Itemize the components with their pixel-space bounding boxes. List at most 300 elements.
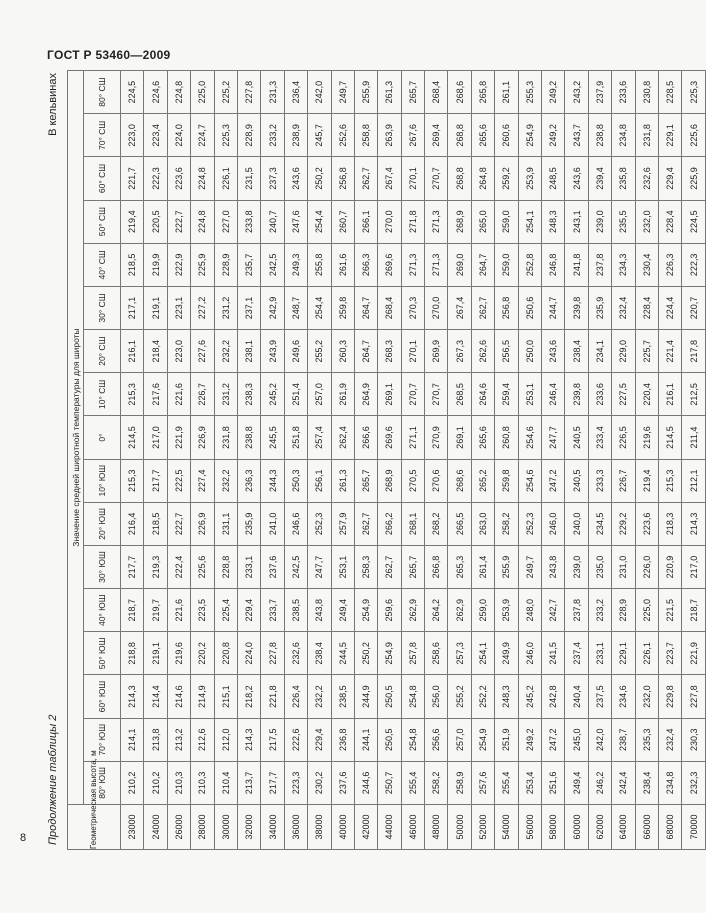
temperature-cell: 235,0: [588, 545, 611, 588]
temperature-cell: 210,4: [214, 761, 237, 804]
table-row: [588, 71, 611, 850]
temperature-cell: 224,0: [167, 114, 190, 157]
temperature-cell: 268,9: [378, 459, 401, 502]
temperature-cell: 219,9: [144, 243, 167, 286]
temperature-cell: 249,2: [542, 114, 565, 157]
temperature-cell: 248,3: [542, 200, 565, 243]
temperature-cell: 246,2: [588, 761, 611, 804]
temperature-cell: 223,7: [658, 632, 681, 675]
temperature-cell: 265,8: [471, 71, 494, 114]
temperature-cell: 238,1: [237, 330, 260, 373]
temperature-cell: 265,6: [471, 416, 494, 459]
temperature-cell: 212,5: [682, 373, 705, 416]
temperature-cell: 267,4: [448, 286, 471, 329]
temperature-cell: 250,0: [518, 330, 541, 373]
column-header: 80° ЮШ: [84, 761, 121, 804]
temperature-cell: 250,6: [518, 286, 541, 329]
temperature-cell: 260,6: [495, 114, 518, 157]
temperature-cell: 259,0: [495, 200, 518, 243]
temperature-cell: 264,7: [354, 286, 377, 329]
temperature-cell: 225,3: [682, 71, 705, 114]
temperature-cell: 225,6: [682, 114, 705, 157]
temperature-cell: 222,4: [167, 545, 190, 588]
temperature-cell: 246,0: [518, 632, 541, 675]
table-row: [542, 71, 565, 850]
temperature-cell: 223,5: [191, 589, 214, 632]
temperature-cell: 225,2: [214, 71, 237, 114]
temperature-cell: 253,9: [495, 589, 518, 632]
temperature-cell: 220,8: [214, 632, 237, 675]
temperature-cell: 235,9: [237, 502, 260, 545]
temperature-cell: 217,0: [682, 545, 705, 588]
temperature-cell: 228,4: [658, 200, 681, 243]
temperature-cell: 237,6: [331, 761, 354, 804]
temperature-cell: 236,3: [237, 459, 260, 502]
table-row: [214, 71, 237, 850]
temperature-cell: 222,7: [167, 502, 190, 545]
temperature-cell: 262,7: [354, 157, 377, 200]
temperature-cell: 229,8: [658, 675, 681, 718]
temperature-cell: 236,8: [331, 718, 354, 761]
temperature-cell: 238,8: [237, 416, 260, 459]
geo-height-header: Геометрическая высота, м: [68, 805, 121, 850]
temperature-cell: 232,2: [214, 330, 237, 373]
temperature-cell: 271,8: [401, 200, 424, 243]
height-cell: 54000: [495, 805, 518, 850]
temperature-cell: 217,8: [682, 330, 705, 373]
temperature-cell: 242,9: [261, 286, 284, 329]
temperature-cell: 255,4: [495, 761, 518, 804]
temperature-cell: 226,9: [191, 502, 214, 545]
temperature-cell: 222,3: [144, 157, 167, 200]
temperature-cell: 238,7: [612, 718, 635, 761]
temperature-cell: 247,7: [308, 545, 331, 588]
temperature-cell: 248,7: [284, 286, 307, 329]
height-cell: 30000: [214, 805, 237, 850]
temperature-cell: 246,6: [284, 502, 307, 545]
height-cell: 32000: [237, 805, 260, 850]
temperature-table: [67, 70, 706, 850]
temperature-cell: 227,0: [214, 200, 237, 243]
temperature-cell: 245,5: [261, 416, 284, 459]
temperature-cell: 234,5: [588, 502, 611, 545]
height-cell: 70000: [682, 805, 705, 850]
temperature-cell: 243,8: [542, 545, 565, 588]
temperature-cell: 237,6: [261, 545, 284, 588]
temperature-cell: 232,4: [612, 286, 635, 329]
height-cell: 50000: [448, 805, 471, 850]
temperature-cell: 241,0: [261, 502, 284, 545]
temperature-cell: 253,9: [518, 157, 541, 200]
column-header: 20° ЮШ: [84, 502, 121, 545]
temperature-cell: 256,1: [308, 459, 331, 502]
temperature-cell: 216,1: [121, 330, 144, 373]
temperature-cell: 235,3: [635, 718, 658, 761]
temperature-cell: 233,2: [588, 589, 611, 632]
temperature-cell: 269,1: [448, 416, 471, 459]
table-row: [191, 71, 214, 850]
temperature-cell: 224,8: [167, 71, 190, 114]
temperature-cell: 219,1: [144, 286, 167, 329]
temperature-cell: 255,2: [448, 675, 471, 718]
temperature-cell: 218,5: [144, 502, 167, 545]
table-row: [658, 71, 681, 850]
temperature-cell: 243,8: [308, 589, 331, 632]
temperature-cell: 255,3: [518, 71, 541, 114]
temperature-cell: 221,7: [121, 157, 144, 200]
column-header: 60° СШ: [84, 157, 121, 200]
height-cell: 34000: [261, 805, 284, 850]
temperature-cell: 267,6: [401, 114, 424, 157]
temperature-cell: 252,3: [308, 502, 331, 545]
temperature-cell: 262,7: [354, 502, 377, 545]
temperature-cell: 228,4: [635, 286, 658, 329]
height-cell: 38000: [308, 805, 331, 850]
temperature-cell: 250,2: [354, 632, 377, 675]
table-row: [565, 71, 588, 850]
temperature-cell: 254,4: [308, 200, 331, 243]
temperature-cell: 214,5: [121, 416, 144, 459]
temperature-cell: 225,9: [682, 157, 705, 200]
height-cell: 40000: [331, 805, 354, 850]
temperature-cell: 228,9: [612, 589, 635, 632]
temperature-cell: 222,9: [167, 243, 190, 286]
temperature-cell: 245,2: [518, 675, 541, 718]
temperature-cell: 249,2: [518, 718, 541, 761]
temperature-cell: 247,6: [284, 200, 307, 243]
temperature-cell: 245,2: [261, 373, 284, 416]
temperature-cell: 257,4: [308, 416, 331, 459]
temperature-cell: 233,3: [588, 459, 611, 502]
temperature-cell: 261,1: [495, 71, 518, 114]
temperature-cell: 248,0: [518, 589, 541, 632]
temperature-cell: 232,6: [284, 632, 307, 675]
temperature-cell: 260,3: [331, 330, 354, 373]
temperature-cell: 238,4: [565, 330, 588, 373]
temperature-cell: 269,6: [378, 243, 401, 286]
temperature-cell: 249,4: [565, 761, 588, 804]
temperature-cell: 268,9: [448, 200, 471, 243]
temperature-cell: 266,6: [354, 416, 377, 459]
column-header: 10° СШ: [84, 373, 121, 416]
temperature-cell: 246,0: [542, 502, 565, 545]
temperature-cell: 265,6: [471, 114, 494, 157]
temperature-cell: 217,7: [261, 761, 284, 804]
temperature-cell: 224,5: [121, 71, 144, 114]
temperature-cell: 229,1: [612, 632, 635, 675]
temperature-cell: 266,1: [354, 200, 377, 243]
temperature-cell: 216,1: [658, 373, 681, 416]
temperature-cell: 249,3: [284, 243, 307, 286]
temperature-cell: 270,6: [425, 459, 448, 502]
temperature-cell: 238,5: [284, 589, 307, 632]
temperature-cell: 232,0: [635, 675, 658, 718]
temperature-cell: 257,9: [331, 502, 354, 545]
temperature-cell: 251,4: [284, 373, 307, 416]
temperature-cell: 218,8: [121, 632, 144, 675]
temperature-cell: 217,5: [261, 718, 284, 761]
temperature-cell: 244,3: [261, 459, 284, 502]
temperature-cell: 262,7: [471, 286, 494, 329]
temperature-cell: 242,5: [261, 243, 284, 286]
page-number: 8: [20, 832, 27, 844]
table-row: [612, 71, 635, 850]
temperature-cell: 227,2: [191, 286, 214, 329]
height-cell: 60000: [565, 805, 588, 850]
temperature-cell: 256,0: [425, 675, 448, 718]
column-header: 50° СШ: [84, 200, 121, 243]
temperature-cell: 243,6: [284, 157, 307, 200]
temperature-cell: 217,6: [144, 373, 167, 416]
table-row: [308, 71, 331, 850]
temperature-cell: 257,0: [448, 718, 471, 761]
temperature-cell: 231,8: [214, 416, 237, 459]
temperature-cell: 226,5: [612, 416, 635, 459]
temperature-cell: 261,3: [378, 71, 401, 114]
table-row: [495, 71, 518, 850]
temperature-cell: 249,4: [331, 589, 354, 632]
temperature-cell: 265,2: [471, 459, 494, 502]
temperature-cell: 234,1: [588, 330, 611, 373]
temperature-cell: 227,4: [191, 459, 214, 502]
temperature-cell: 269,4: [425, 114, 448, 157]
temperature-cell: 215,3: [658, 459, 681, 502]
temperature-cell: 225,0: [191, 71, 214, 114]
height-cell: 28000: [191, 805, 214, 850]
temperature-cell: 263,9: [378, 114, 401, 157]
temperature-cell: 270,0: [378, 200, 401, 243]
temperature-cell: 235,7: [237, 243, 260, 286]
temperature-cell: 232,3: [682, 761, 705, 804]
column-header: 50° ЮШ: [84, 632, 121, 675]
temperature-cell: 270,9: [425, 416, 448, 459]
height-cell: 36000: [284, 805, 307, 850]
temperature-cell: 221,4: [658, 330, 681, 373]
temperature-cell: 257,8: [401, 632, 424, 675]
temperature-cell: 227,5: [612, 373, 635, 416]
temperature-cell: 258,6: [425, 632, 448, 675]
temperature-cell: 220,2: [191, 632, 214, 675]
temperature-cell: 231,8: [635, 114, 658, 157]
temperature-cell: 233,8: [237, 200, 260, 243]
temperature-cell: 226,0: [635, 545, 658, 588]
temperature-cell: 229,4: [308, 718, 331, 761]
temperature-cell: 239,8: [565, 373, 588, 416]
temperature-cell: 243,1: [565, 200, 588, 243]
table-row: [354, 71, 377, 850]
table-row: [425, 71, 448, 850]
temperature-cell: 238,4: [635, 761, 658, 804]
temperature-cell: 226,3: [658, 243, 681, 286]
temperature-cell: 237,4: [565, 632, 588, 675]
temperature-cell: 264,7: [471, 243, 494, 286]
temperature-cell: 268,5: [448, 373, 471, 416]
column-header: 0°: [84, 416, 121, 459]
temperature-cell: 225,0: [635, 589, 658, 632]
temperature-cell: 242,0: [308, 71, 331, 114]
temperature-cell: 265,7: [354, 459, 377, 502]
temperature-cell: 235,8: [612, 157, 635, 200]
temperature-cell: 220,9: [658, 545, 681, 588]
temperature-cell: 233,6: [588, 373, 611, 416]
temperature-cell: 249,6: [284, 330, 307, 373]
height-cell: 68000: [658, 805, 681, 850]
temperature-cell: 253,1: [331, 545, 354, 588]
temperature-cell: 264,8: [471, 157, 494, 200]
temperature-cell: 269,9: [425, 330, 448, 373]
table-row: [121, 71, 144, 850]
table-row: [518, 71, 541, 850]
temperature-cell: 256,8: [495, 286, 518, 329]
table-row: [144, 71, 167, 850]
temperature-cell: 262,6: [471, 330, 494, 373]
temperature-cell: 257,3: [448, 632, 471, 675]
temperature-cell: 226,1: [635, 632, 658, 675]
temperature-cell: 268,3: [378, 330, 401, 373]
temperature-cell: 230,3: [682, 718, 705, 761]
temperature-cell: 265,0: [471, 200, 494, 243]
temperature-cell: 241,8: [565, 243, 588, 286]
temperature-cell: 218,3: [658, 502, 681, 545]
temperature-cell: 243,6: [565, 157, 588, 200]
temperature-cell: 256,8: [331, 157, 354, 200]
temperature-cell: 215,3: [121, 373, 144, 416]
temperature-cell: 243,7: [565, 114, 588, 157]
temperature-cell: 239,8: [565, 286, 588, 329]
temperature-cell: 224,7: [191, 114, 214, 157]
temperature-cell: 269,6: [378, 416, 401, 459]
column-header: 30° СШ: [84, 286, 121, 329]
temperature-cell: 268,8: [448, 114, 471, 157]
table-row: [261, 71, 284, 850]
temperature-cell: 250,5: [378, 675, 401, 718]
temperature-cell: 238,9: [284, 114, 307, 157]
temperature-cell: 210,2: [121, 761, 144, 804]
temperature-cell: 264,2: [425, 589, 448, 632]
temperature-cell: 265,7: [401, 71, 424, 114]
temperature-cell: 240,4: [565, 675, 588, 718]
temperature-cell: 261,9: [331, 373, 354, 416]
temperature-cell: 243,6: [542, 330, 565, 373]
height-cell: 48000: [425, 805, 448, 850]
temperature-cell: 218,4: [144, 330, 167, 373]
temperature-cell: 213,8: [144, 718, 167, 761]
temperature-cell: 259,8: [495, 459, 518, 502]
temperature-cell: 240,7: [261, 200, 284, 243]
temperature-cell: 219,4: [635, 459, 658, 502]
temperature-cell: 218,5: [121, 243, 144, 286]
temperature-cell: 266,8: [425, 545, 448, 588]
temperature-cell: 243,2: [565, 71, 588, 114]
temperature-cell: 231,0: [612, 545, 635, 588]
temperature-cell: 238,8: [588, 114, 611, 157]
temperature-cell: 262,7: [378, 545, 401, 588]
temperature-cell: 239,0: [588, 200, 611, 243]
table-row: [331, 71, 354, 850]
temperature-cell: 221,5: [658, 589, 681, 632]
temperature-cell: 267,3: [448, 330, 471, 373]
temperature-cell: 268,4: [425, 71, 448, 114]
table-row: [682, 71, 705, 850]
temperature-cell: 229,1: [658, 114, 681, 157]
temperature-cell: 234,8: [658, 761, 681, 804]
temperature-cell: 247,2: [542, 459, 565, 502]
temperature-cell: 221,9: [167, 416, 190, 459]
temperature-cell: 214,9: [191, 675, 214, 718]
temperature-cell: 234,3: [612, 243, 635, 286]
temperature-cell: 254,9: [518, 114, 541, 157]
temperature-cell: 251,9: [495, 718, 518, 761]
temperature-cell: 268,2: [425, 502, 448, 545]
temperature-cell: 253,1: [518, 373, 541, 416]
temperature-cell: 268,6: [448, 459, 471, 502]
column-header: 30° ЮШ: [84, 545, 121, 588]
temperature-cell: 269,0: [448, 243, 471, 286]
temperature-cell: 258,2: [425, 761, 448, 804]
temperature-cell: 259,2: [495, 157, 518, 200]
temperature-cell: 227,8: [237, 71, 260, 114]
temperature-cell: 221,6: [167, 589, 190, 632]
temperature-cell: 225,6: [191, 545, 214, 588]
temperature-cell: 249,9: [495, 632, 518, 675]
height-cell: 58000: [542, 805, 565, 850]
height-cell: 42000: [354, 805, 377, 850]
temperature-cell: 263,0: [471, 502, 494, 545]
temperature-cell: 242,7: [542, 589, 565, 632]
temperature-cell: 258,2: [495, 502, 518, 545]
temperature-cell: 268,1: [401, 502, 424, 545]
temperature-cell: 254,9: [471, 718, 494, 761]
temperature-cell: 214,3: [237, 718, 260, 761]
temperature-cell: 236,4: [284, 71, 307, 114]
temperature-cell: 254,6: [518, 459, 541, 502]
temperature-cell: 233,2: [261, 114, 284, 157]
temperature-cell: 218,2: [237, 675, 260, 718]
temperature-cell: 243,9: [261, 330, 284, 373]
temperature-cell: 231,2: [214, 286, 237, 329]
temperature-cell: 249,2: [542, 71, 565, 114]
temperature-cell: 228,9: [214, 243, 237, 286]
temperature-cell: 210,2: [144, 761, 167, 804]
temperature-cell: 232,2: [214, 459, 237, 502]
temperature-cell: 261,6: [331, 243, 354, 286]
temperature-cell: 214,6: [167, 675, 190, 718]
temperature-cell: 213,7: [237, 761, 260, 804]
temperature-cell: 237,5: [588, 675, 611, 718]
height-cell: 66000: [635, 805, 658, 850]
temperature-cell: 254,6: [518, 416, 541, 459]
temperature-cell: 237,3: [261, 157, 284, 200]
temperature-cell: 239,0: [565, 545, 588, 588]
height-cell: 46000: [401, 805, 424, 850]
temperature-cell: 237,8: [588, 243, 611, 286]
temperature-cell: 232,2: [308, 675, 331, 718]
temperature-cell: 258,8: [354, 114, 377, 157]
temperature-cell: 224,8: [191, 200, 214, 243]
temperature-cell: 238,3: [237, 373, 260, 416]
temperature-cell: 250,5: [378, 718, 401, 761]
temperature-cell: 224,8: [191, 157, 214, 200]
temperature-cell: 262,9: [448, 589, 471, 632]
temperature-cell: 250,3: [284, 459, 307, 502]
temperature-cell: 232,0: [635, 200, 658, 243]
temperature-cell: 226,7: [612, 459, 635, 502]
temperature-cell: 221,6: [167, 373, 190, 416]
temperature-cell: 251,6: [542, 761, 565, 804]
temperature-cell: 244,1: [354, 718, 377, 761]
height-cell: 44000: [378, 805, 401, 850]
temperature-cell: 216,4: [121, 502, 144, 545]
